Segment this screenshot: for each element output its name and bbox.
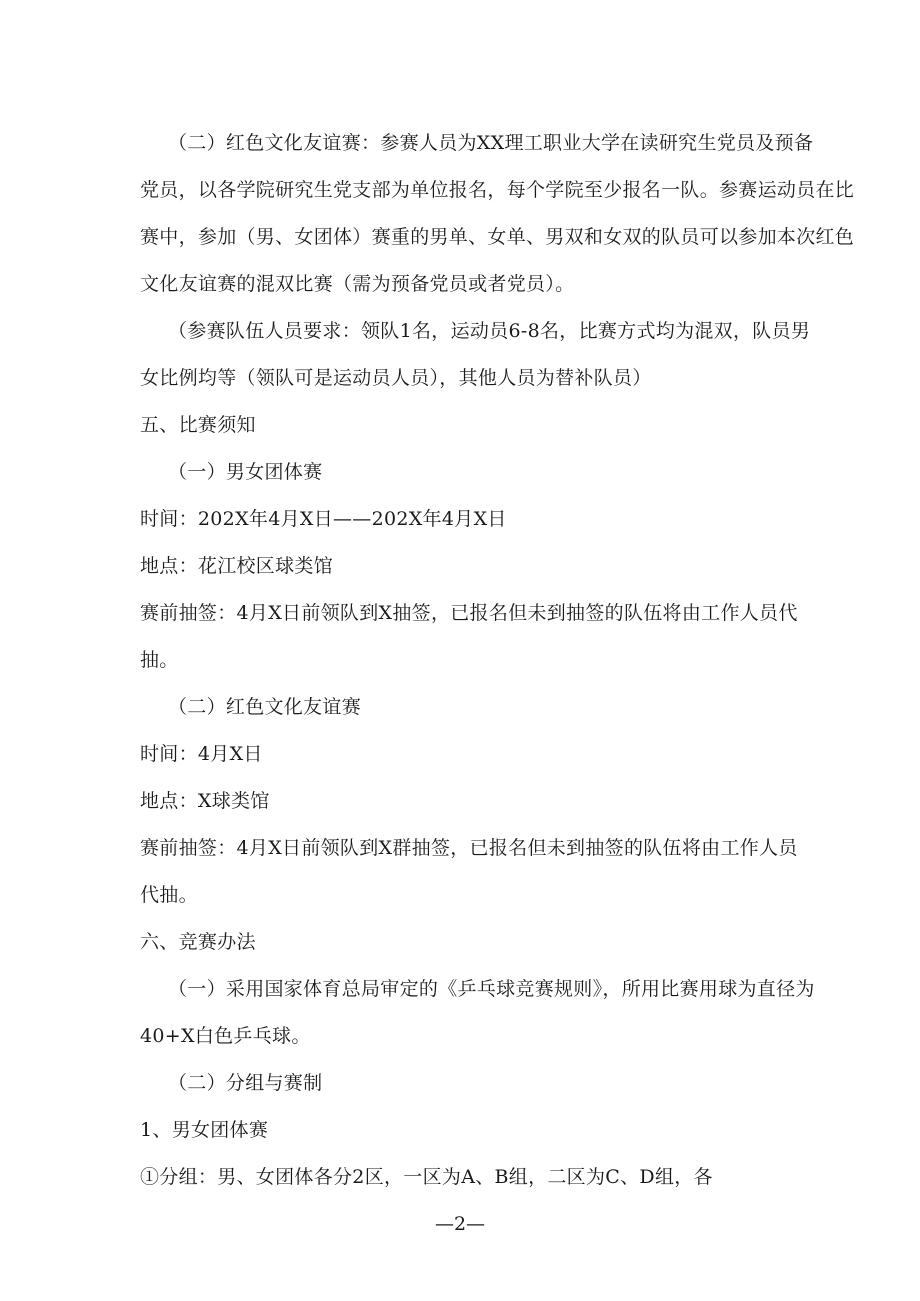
rules-line-2: 40+X白色乒乓球。 (140, 1025, 311, 1047)
team-location: 地点：花江校区球类馆 (140, 555, 334, 577)
friendly-draw-line-1: 赛前抽签：4月X日前领队到X群抽签，已报名但未到抽签的队伍将由工作人员 (140, 837, 798, 859)
subsection-team-heading: （一）男女团体赛 (168, 461, 323, 483)
friendly-location: 地点：X球类馆 (140, 790, 270, 812)
friendly-time: 时间：4月X日 (140, 743, 263, 765)
para-2-line-2: 女比例均等（领队可是运动员人员），其他人员为替补队员） (140, 367, 652, 389)
rules-line-1: （一）采用国家体育总局审定的《乒乓球竞赛规则》，所用比赛用球为直径为 (168, 978, 815, 1000)
section-6-heading: 六、竞赛办法 (140, 931, 256, 953)
para-1-line-3: 赛中，参加（男、女团体）赛重的男单、女单、男双和女双的队员可以参加本次红色 (140, 226, 855, 248)
page-number: —2— (434, 1213, 486, 1235)
para-2-line-1: （参赛队伍人员要求：领队1名，运动员6-8名，比赛方式均为混双，队员男 (168, 320, 811, 342)
para-1-line-1: （二）红色文化友谊赛：参赛人员为XX理工职业大学在读研究生党员及预备 (168, 132, 814, 154)
team-draw-line-1: 赛前抽签：4月X日前领队到X抽签，已报名但未到抽签的队伍将由工作人员代 (140, 602, 798, 624)
subsection-friendly-heading: （二）红色文化友谊赛 (168, 696, 362, 718)
para-1-line-2: 党员，以各学院研究生党支部为单位报名，每个学院至少报名一队。参赛运动员在比 (140, 179, 855, 201)
para-1-line-4: 文化友谊赛的混双比赛（需为预备党员或者党员）。 (140, 273, 575, 295)
grouping-detail: ①分组：男、女团体各分2区，一区为A、B组，二区为C、D组，各 (140, 1166, 713, 1188)
grouping-heading: （二）分组与赛制 (168, 1072, 323, 1094)
team-draw-line-2: 抽。 (140, 649, 179, 671)
team-time: 时间：202X年4月X日——202X年4月X日 (140, 508, 507, 530)
friendly-draw-line-2: 代抽。 (140, 884, 198, 906)
team-competition-heading: 1、男女团体赛 (140, 1119, 269, 1141)
section-5-heading: 五、比赛须知 (140, 414, 256, 436)
